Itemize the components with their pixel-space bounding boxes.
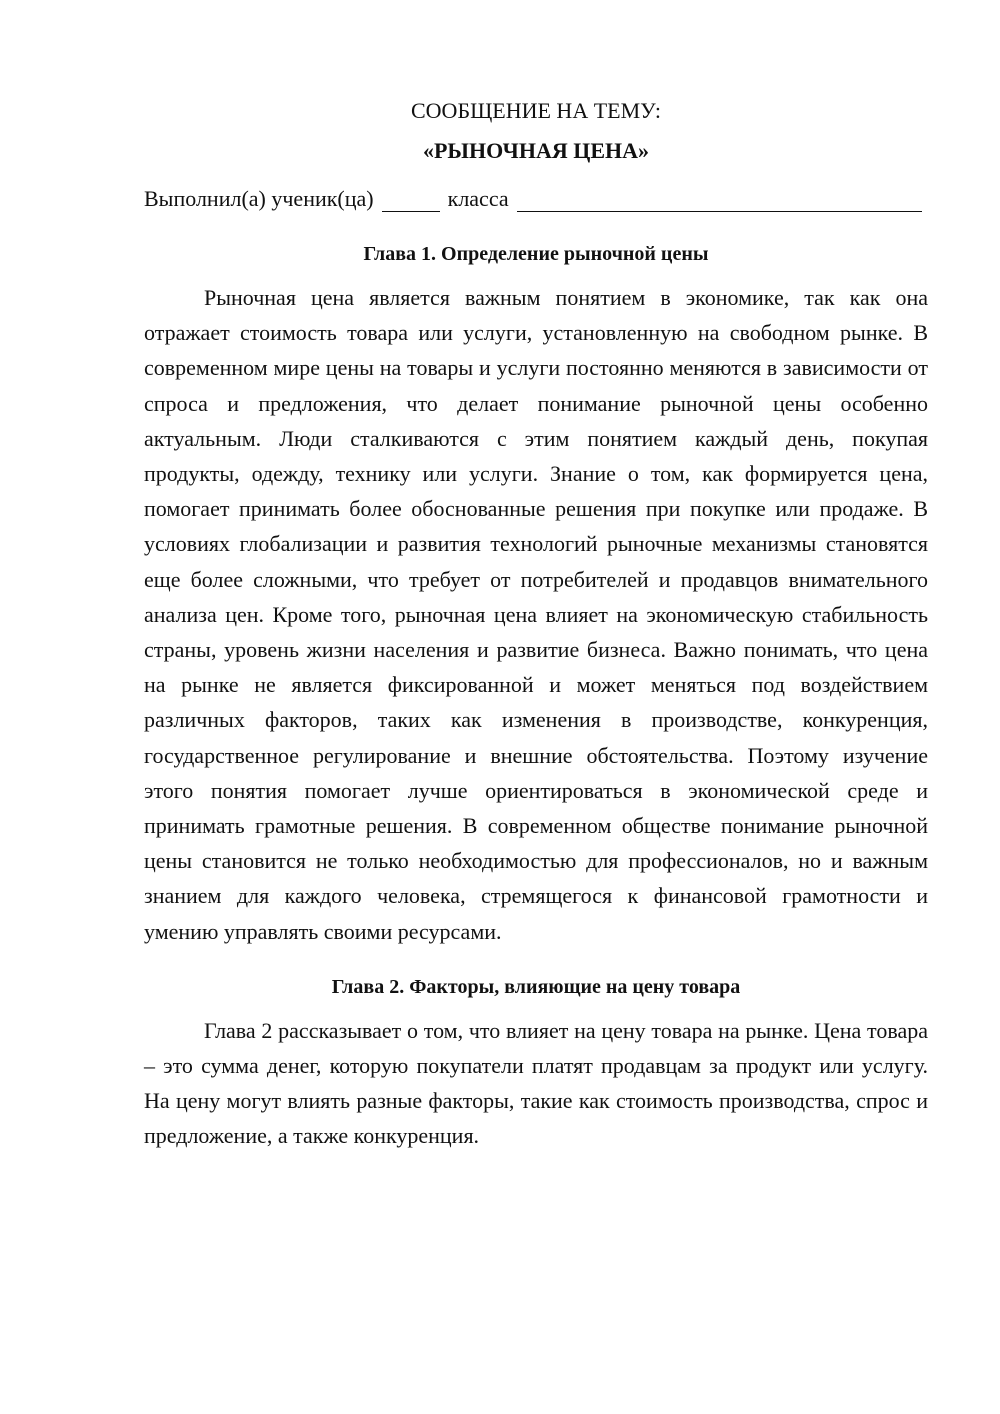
- chapter-2-heading: Глава 2. Факторы, влияющие на цену товара: [331, 975, 741, 998]
- document-title: СООБЩЕНИЕ НА ТЕМУ:: [411, 98, 661, 123]
- author-line: [144, 182, 928, 216]
- chapter-2-paragraph: Глава 2 рассказывает о том, что влияет на цену товара на рынке. Цена товара – это сумма денег, которую покупатели платят продавцам за продукт или услугу. На цену могут влиять разные факторы, такие как стоимость производства, спрос и предложение, а также конкуренция.: [144, 1017, 928, 1149]
- student-name-blank: [517, 185, 922, 212]
- chapter-1-paragraph: Рыночная цена является важным понятием в экономике, так как она отражает стоимость товара или услуги, установленную на свободном рынке. В современном мире цены на товары и услуги постоянно меняются в зависимости от спроса и предложения, что делает понимание рыночной цены особенно актуальным. Люди сталкиваются с этим понятием каждый день, покупая продукты, одежду, технику или услуги. Знание о том, как формируется цена, помогает принимать более обоснованные решения при покупке или продаже. В условиях глобализации и развития технологий рыночные механизмы становятся еще более сложными, что требует от потребителей и продавцов внимательного анализа цен. Кроме того, рыночная цена влияет на экономическую стабильность страны, уровень жизни населения и развитие бизнеса. Важно понимать, что цена на рынке не является фиксированной и может меняться под воздействием различных факторов, таких как изменения в производстве, конкуренция, государственное регулирование и внешние обстоятельства. Поэтому изучение этого понятия помогает лучше ориентироваться в экономической среде и принимать грамотные решения. В современном обществе понимание рыночной цены становится не только необходимостью для профессионалов, но и важным знанием для каждого человека, стремящегося к финансовой грамотности и умению управлять своими ресурсами.: [144, 285, 928, 944]
- chapter-1-heading: Глава 1. Определение рыночной цены: [363, 243, 709, 265]
- author-prefix: Выполнил(а) ученик(ца): [144, 186, 374, 211]
- author-middle: класса: [447, 186, 509, 211]
- document-subtitle: «РЫНОЧНАЯ ЦЕНА»: [422, 138, 650, 163]
- document-page: [144, 94, 928, 1154]
- class-number-blank: [382, 185, 440, 212]
